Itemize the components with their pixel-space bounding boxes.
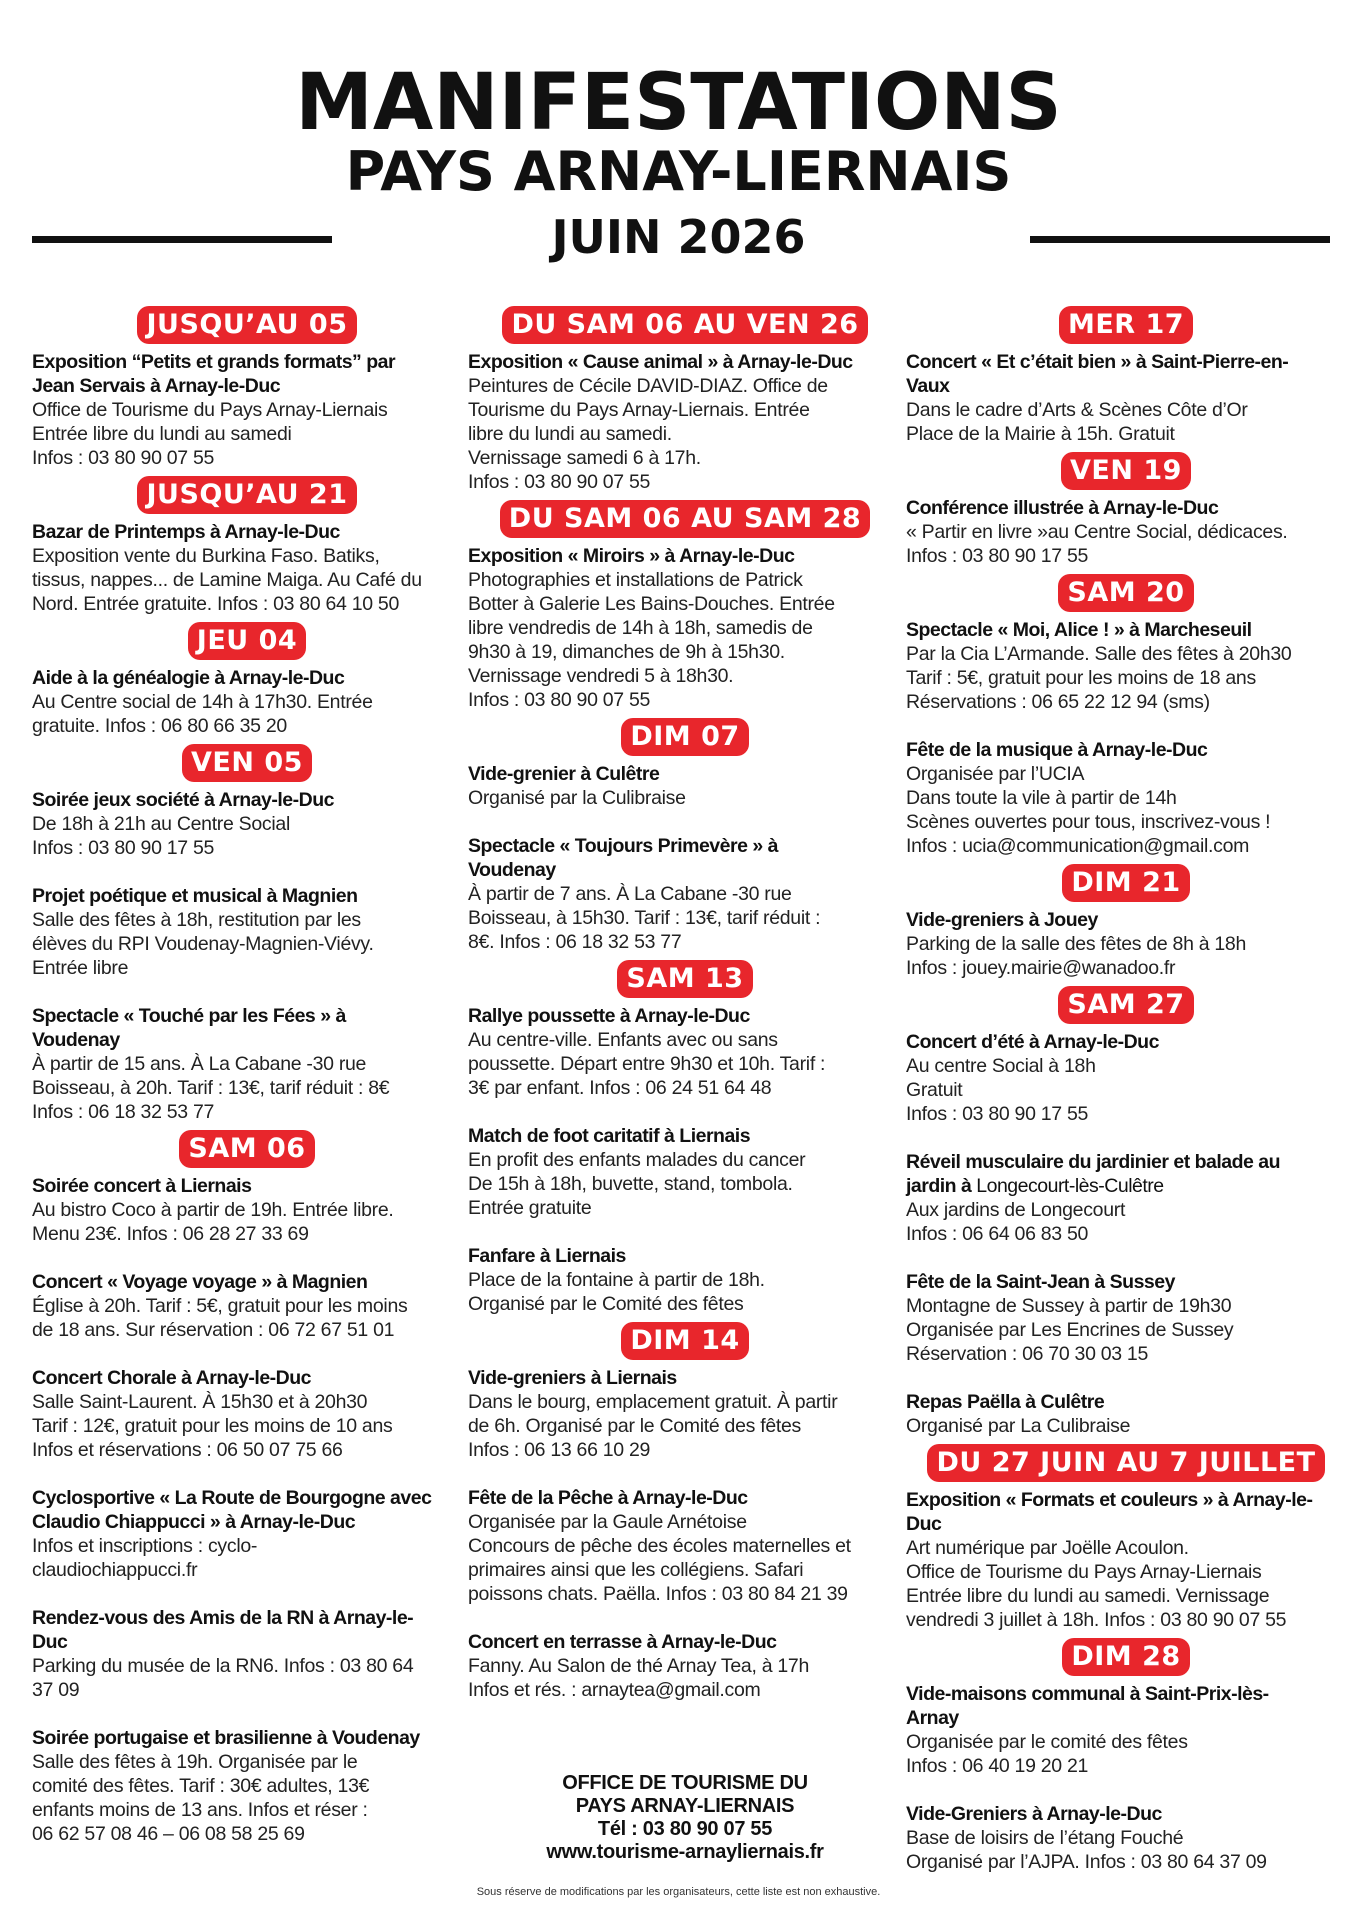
event-title-text: Exposition « Miroirs » à Arnay-le-Duc — [468, 545, 795, 567]
event-detail: Dans le cadre d’Arts & Scènes Côte d’Or — [906, 399, 1248, 421]
event-detail: Dans toute la vile à partir de 14h — [906, 787, 1177, 809]
date-badge: DU 27 JUIN AU 7 JUILLET — [927, 1444, 1324, 1482]
event-item — [32, 666, 462, 738]
event-detail: Office de Tourisme du Pays Arnay-Liernais — [906, 1561, 1262, 1583]
event-detail: Tarif : 5€, gratuit pour les moins de 18 ans — [906, 667, 1256, 689]
event-title — [906, 1030, 1346, 1054]
date-section — [468, 718, 902, 756]
event-title — [32, 1366, 462, 1390]
event-detail: Parking du musée de la RN6. Infos : 03 80 64 — [32, 1655, 414, 1677]
event-item — [32, 1270, 462, 1342]
event-detail: Gratuit — [906, 1079, 963, 1101]
event-title — [906, 1488, 1346, 1512]
date-badge: MER 17 — [1059, 306, 1193, 344]
event-detail: De 15h à 18h, buvette, stand, tombola. — [468, 1173, 793, 1195]
event-detail: tissus, nappes... de Lamine Maiga. Au Café du — [32, 569, 422, 591]
event-item — [468, 1630, 902, 1702]
event-detail: Salle Saint-Laurent. À 15h30 et à 20h30 — [32, 1391, 368, 1413]
left-divider — [32, 236, 332, 243]
event-title — [468, 1630, 902, 1654]
event-item — [32, 1366, 462, 1462]
event-detail: claudiochiappucci.fr — [32, 1559, 198, 1581]
event-detail: En profit des enfants malades du cancer — [468, 1149, 806, 1171]
event-detail: Au Centre social de 14h à 17h30. Entrée — [32, 691, 373, 713]
event-detail: De 18h à 21h au Centre Social — [32, 813, 290, 835]
event-item — [468, 834, 902, 954]
event-detail: libre vendredis de 14h à 18h, samedis de — [468, 617, 813, 639]
event-title-text: Spectacle « Toujours Primevère » à — [468, 835, 778, 857]
event-detail: Église à 20h. Tarif : 5€, gratuit pour les moins — [32, 1295, 408, 1317]
event-title-text: Vide-grenier à Culêtre — [468, 763, 660, 785]
event-title — [906, 350, 1346, 374]
event-title-text: Fête de la Saint-Jean à Sussey — [906, 1271, 1175, 1293]
office-name-line2: PAYS ARNAY-LIERNAIS — [575, 1795, 795, 1817]
event-title-text: Conférence illustrée à Arnay-le-Duc — [906, 497, 1219, 519]
event-title — [906, 1802, 1346, 1826]
date-badge: JUSQU’AU 05 — [137, 306, 356, 344]
event-item — [906, 1390, 1346, 1438]
event-title-text: Voudenay — [32, 1029, 120, 1051]
event-detail: 37 09 — [32, 1679, 80, 1701]
event-detail: Organisé par La Culibraise — [906, 1415, 1131, 1437]
date-badge: JUSQU’AU 21 — [137, 476, 356, 514]
event-item — [468, 1124, 902, 1220]
event-detail: Infos et rés. : arnaytea@gmail.com — [468, 1679, 761, 1701]
event-detail: Art numérique par Joëlle Acoulon. — [906, 1537, 1189, 1559]
event-item — [906, 1030, 1346, 1126]
event-title — [32, 1004, 462, 1028]
event-detail: Infos : jouey.mairie@wanadoo.fr — [906, 957, 1176, 979]
event-detail: Organisé par la Culibraise — [468, 787, 686, 809]
event-detail: Aux jardins de Longecourt — [906, 1199, 1126, 1221]
date-badge: SAM 13 — [617, 960, 752, 998]
event-detail: Organisée par la Gaule Arnétoise — [468, 1511, 747, 1533]
event-detail: Exposition vente du Burkina Faso. Batiks, — [32, 545, 380, 567]
date-badge: DU SAM 06 AU SAM 28 — [500, 500, 870, 538]
event-detail: libre du lundi au samedi. — [468, 423, 672, 445]
event-title — [32, 1606, 462, 1630]
date-section — [906, 1638, 1346, 1676]
event-title — [32, 1270, 462, 1294]
event-detail: comité des fêtes. Tarif : 30€ adultes, 13€ — [32, 1775, 370, 1797]
event-title-text: Repas Paëlla à Culêtre — [906, 1391, 1105, 1413]
date-section — [468, 306, 902, 344]
event-title — [32, 1486, 462, 1510]
date-section — [32, 306, 462, 344]
event-detail: 8€. Infos : 06 18 32 53 77 — [468, 931, 682, 953]
date-section — [32, 622, 462, 660]
event-detail: 3€ par enfant. Infos : 06 24 51 64 48 — [468, 1077, 772, 1099]
event-detail: Organisée par l’UCIA — [906, 763, 1085, 785]
event-title-text: Projet poétique et musical à Magnien — [32, 885, 358, 907]
event-detail: primaires ainsi que les collégiens. Safari — [468, 1559, 804, 1581]
event-detail: Infos : 03 80 90 07 55 — [468, 471, 651, 493]
event-detail: poussette. Départ entre 9h30 et 10h. Tarif : — [468, 1053, 826, 1075]
event-title — [906, 1390, 1346, 1414]
event-title — [32, 520, 462, 544]
event-detail: Tourisme du Pays Arnay-Liernais. Entrée — [468, 399, 810, 421]
event-item — [468, 1366, 902, 1462]
event-detail: Organisée par le comité des fêtes — [906, 1731, 1188, 1753]
event-title-text: Duc — [32, 1631, 68, 1653]
event-title-text: Vide-greniers à Liernais — [468, 1367, 677, 1389]
event-item — [906, 908, 1346, 980]
date-badge: SAM 27 — [1058, 986, 1193, 1024]
date-section — [906, 306, 1346, 344]
event-item — [906, 1802, 1346, 1874]
event-title — [468, 350, 902, 374]
event-title — [906, 738, 1346, 762]
event-title-text: Réveil musculaire du jardinier et balade au — [906, 1151, 1281, 1173]
event-detail: Vernissage samedi 6 à 17h. — [468, 447, 701, 469]
event-detail: Infos : 06 18 32 53 77 — [32, 1101, 215, 1123]
event-detail: Scènes ouvertes pour tous, inscrivez-vous ! — [906, 811, 1271, 833]
event-title — [468, 1124, 902, 1148]
event-detail: Photographies et installations de Patrick — [468, 569, 803, 591]
page-title: MANIFESTATIONS — [295, 58, 1062, 148]
event-detail: Entrée gratuite — [468, 1197, 592, 1219]
event-detail: Fanny. Au Salon de thé Arnay Tea, à 17h — [468, 1655, 810, 1677]
date-section — [906, 452, 1346, 490]
event-detail: Au centre Social à 18h — [906, 1055, 1096, 1077]
event-item — [906, 496, 1346, 568]
event-item — [32, 1486, 462, 1582]
event-title-text: Soirée jeux société à Arnay-le-Duc — [32, 789, 334, 811]
event-title — [32, 884, 462, 908]
event-detail: Salle des fêtes à 19h. Organisée par le — [32, 1751, 358, 1773]
event-title — [468, 834, 902, 858]
column-3 — [906, 302, 1346, 1880]
event-detail: 06 62 57 08 46 – 06 08 58 25 69 — [32, 1823, 305, 1845]
event-item — [468, 1244, 902, 1316]
event-title — [32, 374, 462, 398]
event-item — [468, 1486, 902, 1606]
event-detail: Nord. Entrée gratuite. Infos : 03 80 64 10 50 — [32, 593, 399, 615]
event-title — [468, 544, 902, 568]
event-item — [468, 1004, 902, 1100]
event-detail: Infos : 03 80 90 17 55 — [906, 545, 1089, 567]
month-heading: JUIN 2026 — [551, 210, 806, 264]
event-item — [32, 350, 462, 470]
event-title-text: Concert « Voyage voyage » à Magnien — [32, 1271, 368, 1293]
event-title — [906, 1682, 1346, 1706]
event-title-text: Soirée concert à Liernais — [32, 1175, 252, 1197]
event-detail: Infos : 03 80 90 17 55 — [32, 837, 215, 859]
event-detail: Infos : 03 80 90 07 55 — [468, 689, 651, 711]
event-detail: Place de la fontaine à partir de 18h. — [468, 1269, 765, 1291]
event-title-text: Voudenay — [468, 859, 556, 881]
event-title-text: Concert en terrasse à Arnay-le-Duc — [468, 1631, 777, 1653]
event-title — [468, 1366, 902, 1390]
event-detail: enfants moins de 13 ans. Infos et réser : — [32, 1799, 368, 1821]
event-detail: Place de la Mairie à 15h. Gratuit — [906, 423, 1175, 445]
event-detail: Infos : 06 13 66 10 29 — [468, 1439, 651, 1461]
column-1 — [32, 302, 462, 1852]
event-item — [32, 1174, 462, 1246]
event-title — [906, 1512, 1346, 1536]
date-badge: DIM 07 — [621, 718, 748, 756]
event-item — [32, 520, 462, 616]
event-title-text: Match de foot caritatif à Liernais — [468, 1125, 751, 1147]
event-title-text: Rendez-vous des Amis de la RN à Arnay-le- — [32, 1607, 414, 1629]
event-detail: vendredi 3 juillet à 18h. Infos : 03 80 90 07 55 — [906, 1609, 1287, 1631]
event-detail: Concours de pêche des écoles maternelles et — [468, 1535, 851, 1557]
date-section — [32, 1130, 462, 1168]
page-subtitle: PAYS ARNAY-LIERNAIS — [345, 140, 1012, 203]
event-detail: Infos : 06 64 06 83 50 — [906, 1223, 1089, 1245]
event-title — [906, 1270, 1346, 1294]
date-section — [32, 744, 462, 782]
event-title — [32, 1510, 462, 1534]
event-title-text: Bazar de Printemps à Arnay-le-Duc — [32, 521, 340, 543]
event-title — [906, 1706, 1346, 1730]
event-title — [906, 908, 1346, 932]
event-title — [468, 858, 902, 882]
event-title — [468, 762, 902, 786]
event-title-text: Concert « Et c’était bien » à Saint-Pierre-en- — [906, 351, 1289, 373]
date-section — [468, 1322, 902, 1360]
event-detail: Vernissage vendredi 5 à 18h30. — [468, 665, 734, 687]
date-badge: SAM 20 — [1058, 574, 1193, 612]
date-badge: JEU 04 — [188, 622, 306, 660]
event-title — [906, 374, 1346, 398]
event-item — [468, 544, 902, 712]
event-title — [906, 1150, 1346, 1174]
event-title-text: Concert d’été à Arnay-le-Duc — [906, 1031, 1159, 1053]
event-detail: Boisseau, à 15h30. Tarif : 13€, tarif réduit : — [468, 907, 821, 929]
event-title-text: Vaux — [906, 375, 950, 397]
event-detail: élèves du RPI Voudenay-Magnien-Viévy. — [32, 933, 374, 955]
office-phone: Tél : 03 80 90 07 55 — [597, 1818, 773, 1840]
event-detail: Dans le bourg, emplacement gratuit. À partir — [468, 1391, 838, 1413]
date-badge: DU SAM 06 AU VEN 26 — [502, 306, 867, 344]
event-detail: Tarif : 12€, gratuit pour les moins de 10 ans — [32, 1415, 393, 1437]
date-badge: VEN 05 — [182, 744, 312, 782]
event-detail: Infos : 06 40 19 20 21 — [906, 1755, 1089, 1777]
event-detail: Au centre-ville. Enfants avec ou sans — [468, 1029, 778, 1051]
event-title — [32, 666, 462, 690]
event-detail: Infos : 03 80 90 07 55 — [32, 447, 215, 469]
event-item — [32, 1726, 462, 1846]
date-section — [906, 986, 1346, 1024]
event-title-text: Exposition « Cause animal » à Arnay-le-Duc — [468, 351, 853, 373]
event-detail: Montagne de Sussey à partir de 19h30 — [906, 1295, 1232, 1317]
event-title-text: Claudio Chiappucci » à Arnay-le-Duc — [32, 1511, 356, 1533]
event-detail: À partir de 7 ans. À La Cabane -30 rue — [468, 883, 792, 905]
event-item — [906, 738, 1346, 858]
event-title-text: Spectacle « Touché par les Fées » à — [32, 1005, 346, 1027]
event-item — [32, 788, 462, 860]
event-title-text: Exposition “Petits et grands formats” par — [32, 351, 396, 373]
event-detail: Boisseau, à 20h. Tarif : 13€, tarif réduit : 8€ — [32, 1077, 390, 1099]
event-detail: Organisée par Les Encrines de Sussey — [906, 1319, 1234, 1341]
event-title — [906, 496, 1346, 520]
office-website[interactable]: www.tourisme-arnayliernais.fr — [546, 1841, 824, 1863]
event-title — [32, 1174, 462, 1198]
event-title-text: Vide-Greniers à Arnay-le-Duc — [906, 1803, 1162, 1825]
event-detail: de 6h. Organisé par le Comité des fêtes — [468, 1415, 801, 1437]
event-title — [32, 788, 462, 812]
date-section — [906, 864, 1346, 902]
event-detail: Infos et réservations : 06 50 07 75 66 — [32, 1439, 343, 1461]
event-detail: gratuite. Infos : 06 80 66 35 20 — [32, 715, 287, 737]
event-detail: Au bistro Coco à partir de 19h. Entrée libre. — [32, 1199, 394, 1221]
tourism-office-block — [468, 1772, 902, 1864]
event-item — [906, 618, 1346, 714]
event-detail: Office de Tourisme du Pays Arnay-Liernais — [32, 399, 388, 421]
event-detail: Botter à Galerie Les Bains-Douches. Entrée — [468, 593, 835, 615]
event-detail: 9h30 à 19, dimanches de 9h à 15h30. — [468, 641, 785, 663]
event-item — [468, 350, 902, 494]
event-title-text: Rallye poussette à Arnay-le-Duc — [468, 1005, 750, 1027]
event-detail: Infos : ucia@communication@gmail.com — [906, 835, 1250, 857]
event-title-text: jardin à — [906, 1175, 972, 1197]
event-detail: Menu 23€. Infos : 06 28 27 33 69 — [32, 1223, 309, 1245]
event-title-text: Cyclosportive « La Route de Bourgogne avec — [32, 1487, 432, 1509]
event-item — [32, 1004, 462, 1124]
date-section — [468, 960, 902, 998]
event-detail: poissons chats. Paëlla. Infos : 03 80 84 21 39 — [468, 1583, 848, 1605]
event-title-text: Fête de la Pêche à Arnay-le-Duc — [468, 1487, 748, 1509]
event-title-location: Longecourt-lès-Culêtre — [971, 1175, 1164, 1197]
event-title — [32, 350, 462, 374]
event-detail: Réservations : 06 65 22 12 94 (sms) — [906, 691, 1210, 713]
event-detail: Infos : 03 80 90 17 55 — [906, 1103, 1089, 1125]
event-detail: Entrée libre du lundi au samedi — [32, 423, 292, 445]
event-detail: « Partir en livre »au Centre Social, dédicaces. — [906, 521, 1288, 543]
right-divider — [1030, 236, 1330, 243]
event-item — [468, 762, 902, 810]
event-title-text: Spectacle « Moi, Alice ! » à Marcheseuil — [906, 619, 1252, 641]
event-item — [906, 1682, 1346, 1778]
event-title-text: Fanfare à Liernais — [468, 1245, 626, 1267]
event-item — [32, 884, 462, 980]
event-detail: Organisé par l’AJPA. Infos : 03 80 64 37 09 — [906, 1851, 1267, 1873]
event-detail: Entrée libre du lundi au samedi. Vernissage — [906, 1585, 1270, 1607]
event-title — [32, 1028, 462, 1052]
event-detail: Parking de la salle des fêtes de 8h à 18h — [906, 933, 1247, 955]
date-section — [468, 500, 902, 538]
event-title-text: Concert Chorale à Arnay-le-Duc — [32, 1367, 312, 1389]
event-title-text: Arnay — [906, 1707, 959, 1729]
event-item — [906, 1488, 1346, 1632]
event-item — [32, 1606, 462, 1702]
event-detail: Entrée libre — [32, 957, 129, 979]
event-item — [906, 350, 1346, 446]
event-detail: Infos et inscriptions : cyclo- — [32, 1535, 258, 1557]
event-title — [906, 1174, 1346, 1198]
event-detail: Réservation : 06 70 30 03 15 — [906, 1343, 1149, 1365]
disclaimer: Sous réserve de modifications par les organisateurs, cette liste est non exhaustive. — [476, 1886, 881, 1898]
event-item — [906, 1270, 1346, 1366]
event-detail: Salle des fêtes à 18h, restitution par les — [32, 909, 361, 931]
event-title — [906, 618, 1346, 642]
event-item — [906, 1150, 1346, 1246]
date-badge: DIM 14 — [621, 1322, 748, 1360]
date-badge: DIM 28 — [1062, 1638, 1189, 1676]
office-name-line1: OFFICE DE TOURISME DU — [562, 1772, 808, 1794]
event-title-text: Soirée portugaise et brasilienne à Voudenay — [32, 1727, 420, 1749]
event-title-text: Vide-maisons communal à Saint-Prix-lès- — [906, 1683, 1269, 1705]
date-badge: SAM 06 — [179, 1130, 314, 1168]
event-detail: de 18 ans. Sur réservation : 06 72 67 51 01 — [32, 1319, 395, 1341]
event-title-text: Duc — [906, 1513, 942, 1535]
date-badge: VEN 19 — [1061, 452, 1191, 490]
event-title-text: Jean Servais à Arnay-le-Duc — [32, 375, 281, 397]
event-detail: Organisé par le Comité des fêtes — [468, 1293, 744, 1315]
event-title — [468, 1004, 902, 1028]
date-section — [906, 1444, 1346, 1482]
event-title — [32, 1630, 462, 1654]
event-title-text: Vide-greniers à Jouey — [906, 909, 1098, 931]
date-section — [906, 574, 1346, 612]
event-title — [32, 1726, 462, 1750]
event-detail: À partir de 15 ans. À La Cabane -30 rue — [32, 1053, 367, 1075]
event-title — [468, 1244, 902, 1268]
event-detail: Peintures de Cécile DAVID-DIAZ. Office de — [468, 375, 828, 397]
date-section — [32, 476, 462, 514]
event-title-text: Aide à la généalogie à Arnay-le-Duc — [32, 667, 345, 689]
column-2 — [468, 302, 902, 1708]
date-badge: DIM 21 — [1062, 864, 1189, 902]
event-detail: Base de loisirs de l’étang Fouché — [906, 1827, 1184, 1849]
event-detail: Par la Cia L’Armande. Salle des fêtes à 20h30 — [906, 643, 1292, 665]
event-title-text: Fête de la musique à Arnay-le-Duc — [906, 739, 1208, 761]
event-title — [468, 1486, 902, 1510]
event-title-text: Exposition « Formats et couleurs » à Arnay-le- — [906, 1489, 1313, 1511]
